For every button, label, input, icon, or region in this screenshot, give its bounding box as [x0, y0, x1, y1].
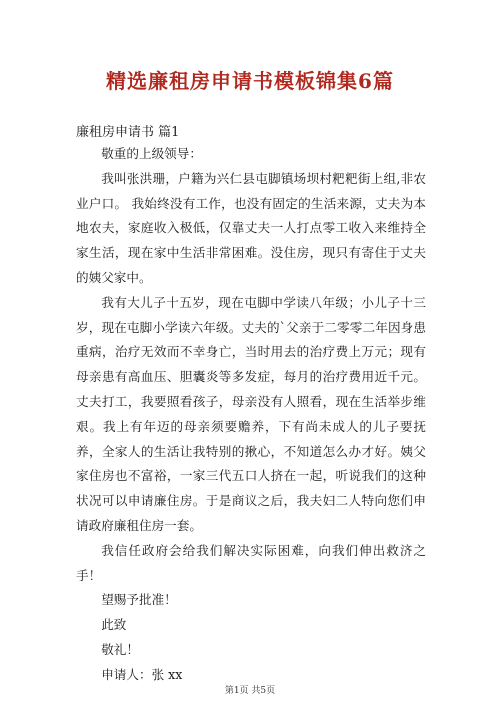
paragraph-trust: 我信任政府会给我们解决实际困难，向我们伸出救济之手！ [76, 542, 426, 583]
paragraph-intro: 我叫张洪珊，户籍为兴仁县屯脚镇场坝村粑粑街上组,非农业户口。 我始终没有工作，也没有固定的生活来源，丈夫为本地农夫，家庭收入极低，仅靠丈夫一人打点零工收入来维持全家生活，现在家中生活非常困难。没住房，现只有寄住于丈夫的姨父家中。 [76, 170, 426, 285]
paragraph-request: 望赐予批准！ [101, 592, 177, 608]
page-footer: 第1页 共5页 [224, 686, 276, 696]
document-title: 精选廉租房申请书模板锦集6篇 [106, 69, 394, 93]
greeting: 敬重的上级领导： [101, 146, 202, 161]
applicant-signature: 申请人：张 xx [101, 666, 183, 682]
closing-cizhi: 此致 [101, 617, 127, 633]
paragraph-family: 我有大儿子十五岁，现在屯脚中学读八年级；小儿子十三岁，现在屯脚小学读六年级。丈夫的`父亲于二零零二年因身患重病，治疗无效而不幸身亡，当时用去的治疗费上万元；现有母亲患有高血压、胆囊炎等多发症，每月的治疗费用近千元。丈夫打工，我要照看孩子，母亲没有人照看，现在生活举步维艰。我上有年迈的母亲须要赡养，下有尚未成人的儿子要抚养，全家人的生活让我特别的揪心，不知道怎么办才好。姨父家住房也不富裕，一家三代五口人挤在一起，听说我们的这种状况可以申请廉住房。于是商议之后，我夫妇二人特向您们申请政府廉租住房一套。 [76, 294, 426, 533]
letter-body [76, 141, 426, 688]
section-heading: 廉租房申请书 篇1 [76, 125, 180, 140]
closing-salute: 敬礼！ [101, 641, 139, 657]
